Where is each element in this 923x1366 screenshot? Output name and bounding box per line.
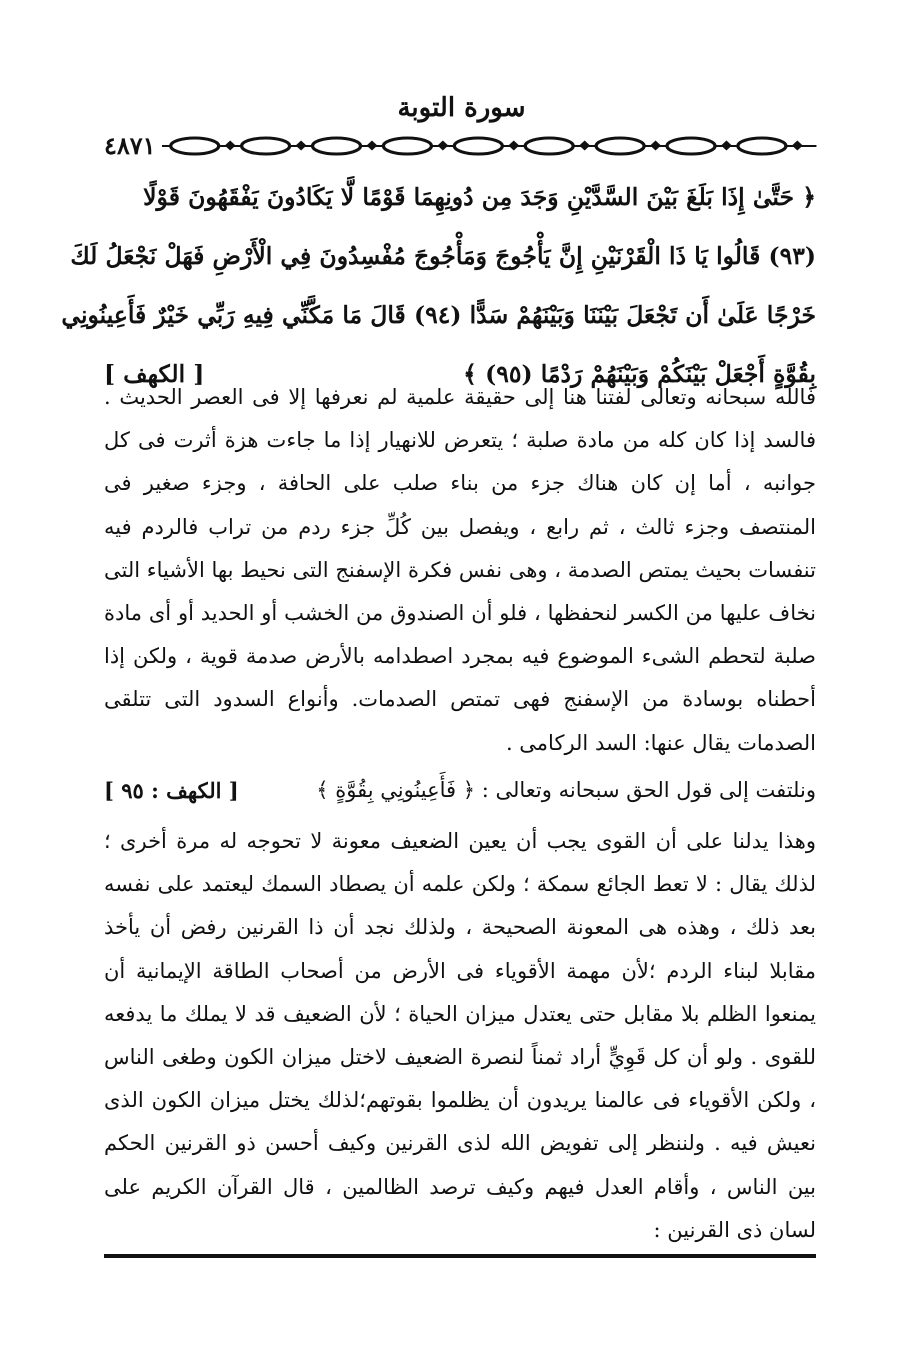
ornamental-border-icon	[162, 131, 816, 161]
quote-intro: ونلتفت إلى قول الحق سبحانه وتعالى : ﴿ فَأَعِينُونِي بِقُوَّةٍ ﴾	[316, 777, 816, 802]
paragraph-1: فالله سبحانه وتعالى لفتنا هنا إلى حقيقة علمية لم نعرفها إلا فى العصر الحديث . فالسد إذا كان كله من مادة صلبة ؛ يتعرض للانهيار إذا ما جاءت هزة أثرت فى كل جوانبه ، أما إن كان هناك جزء من بناء صلب على الحافة ، وجزء صغير فى المنتصف وجزء ثالث ، ثم رابع ، ويفصل بين كُلِّ جزء ردم من تراب فالردم فيه تنفسات بحيث يمتص الصدمة ، وهى نفس فكرة الإسفنج التى نحيط بها الأشياء التى نخاف عليها من الكسر لنحفظها ، فلو أن الصندوق من الخشب أو الحديد أو أى مادة صلبة لتحطم الشىء الموضوع فيه بمجرد اصطدامه بالأرض صدمة قوية ، ولكن إذا أحطناه بوسادة من الإسفنج فهى تمتص الصدمات. وأنواع السدود التى تتلقى الصدمات يقال عنها: السد الركامى .	[104, 385, 816, 755]
verse-line: ﴿ حَتَّىٰ إِذَا بَلَغَ بَيْنَ السَّدَّيْنِ وَجَدَ مِن دُونِهِمَا قَوْمًا لَّا يَكَادُونَ يَفْقَهُونَ قَوْلًا	[143, 183, 816, 211]
verse-text: بِقُوَّةٍ أَجْعَلْ بَيْنَكُمْ وَبَيْنَهُمْ رَدْمًا (٩٥) ﴾	[463, 360, 816, 388]
verse-line: خَرْجًا عَلَىٰ أَن تَجْعَلَ بَيْنَنَا وَبَيْنَهُمْ سَدًّا (٩٤) قَالَ مَا مَكَّنِّي فِيهِ رَبِّي خَيْرٌ فَأَعِينُونِي	[61, 301, 816, 329]
quote-line	[104, 769, 816, 812]
paragraph-2: وهذا يدلنا على أن القوى يجب أن يعين الضعيف معونة لا تحوجه له مرة أخرى ؛ لذلك يقال : لا تعط الجائع سمكة ؛ ولكن علمه أن يصطاد السمك ليعتمد على نفسه بعد ذلك ، وهذه هى المعونة الصحيحة ، ولذلك نجد أن ذا القرنين رفض أن يأخذ مقابلا لبناء الردم ؛لأن مهمة الأقوياء فى الأرض من أصحاب الطاقة الإيمانية أن يمنعوا الظلم بلا مقابل حتى يعتدل ميزان الحياة ؛ لأن الضعيف قد لا يملك ما يدفعه للقوى . ولو أن كل قَوِيٍّ أراد ثمناً لنصرة الضعيف لاختل ميزان الكون وطغى الناس ، ولكن الأقوياء فى عالمنا يريدون أن يظلموا بقوتهم؛لذلك يختل ميزان الكون الذى نعيش فيه . ولننظر إلى تفويض الله لذى القرنين وكيف أحسن ذو القرنين الحكم بين الناس ، وأقام العدل فيهم وكيف ترصد الظالمين ، قال القرآن الكريم على لسان ذى القرنين :	[104, 829, 816, 1242]
commentary-body	[104, 376, 816, 1252]
sura-title: سورة التوبة	[397, 93, 526, 123]
quran-verses-block	[61, 168, 816, 404]
verse-reference: [ الكهف ]	[104, 360, 205, 388]
bottom-rule	[104, 1254, 816, 1258]
quote-reference: [ الكهف : ٩٥ ]	[104, 777, 239, 803]
page-number: ٤٨٧١	[104, 131, 156, 160]
verse-line: (٩٣) قَالُوا يَا ذَا الْقَرْنَيْنِ إِنَّ يَأْجُوجَ وَمَأْجُوجَ مُفْسِدُونَ فِي الْأَرْضِ فَهَلْ نَجْعَلُ لَكَ	[70, 242, 816, 270]
header-ornament-row	[104, 131, 816, 161]
